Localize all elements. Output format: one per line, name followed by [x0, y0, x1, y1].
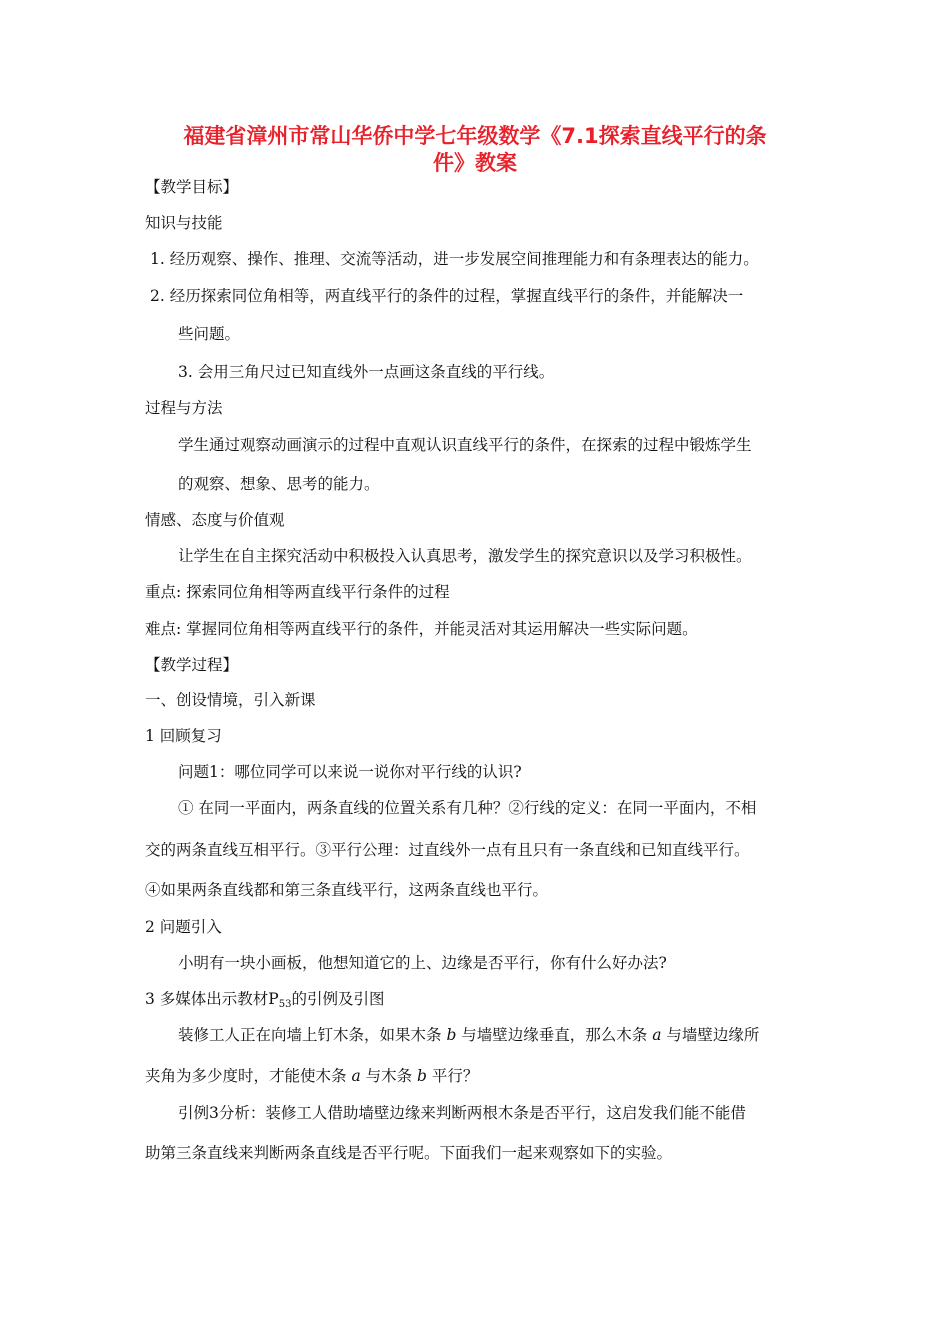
process-method-text: 学生通过观察动画演示的过程中直观认识直线平行的条件，在探索的过程中锻炼学生	[178, 436, 752, 454]
example-line-1	[178, 1025, 759, 1045]
document-title-line-1: 福建省漳州市常山华侨中学七年级数学《7.1探索直线平行的条	[183, 124, 767, 148]
knowledge-item-2: 2. 经历探索同位角相等，两直线平行的条件的过程，掌握直线平行的条件，并能解决一	[150, 287, 744, 305]
media-heading	[145, 989, 384, 1015]
variable-a: a	[351, 1067, 361, 1085]
variable-b: b	[417, 1067, 427, 1085]
objectives-heading: 【教学目标】	[145, 178, 239, 196]
example-line-2-part-3: 平行？	[426, 1067, 479, 1085]
example-line-2-part-1: 夹角为多少度时，才能使木条	[145, 1067, 352, 1085]
example-line-2	[145, 1066, 478, 1086]
attitude-text: 让学生在自主探究活动中积极投入认真思考，激发学生的探究意识以及学习积极性。	[178, 547, 752, 565]
process-method-heading: 过程与方法	[145, 399, 223, 417]
example-line-1-part-2: 与墙壁边缘垂直，那么木条	[456, 1026, 653, 1044]
knowledge-item-3: 3. 会用三角尺过已知直线外一点画这条直线的平行线。	[178, 363, 555, 381]
media-heading-post: 的引例及引图	[291, 990, 385, 1008]
intro-heading: 2 问题引入	[145, 918, 222, 936]
answer-line-1: ① 在同一平面内，两条直线的位置关系有几种？②行线的定义：在同一平面内，不相	[178, 799, 757, 817]
document-title-line-2: 件》教案	[433, 151, 517, 175]
knowledge-item-1: 1. 经历观察、操作、推理、交流等活动，进一步发展空间推理能力和有条理表达的能力。	[150, 250, 759, 268]
analysis-line-2: 助第三条直线来判断两条直线是否平行呢。下面我们一起来观察如下的实验。	[145, 1144, 673, 1162]
teaching-process-heading: 【教学过程】	[145, 656, 239, 674]
key-point: 重点: 探索同位角相等两直线平行条件的过程	[145, 583, 450, 601]
example-line-1-part-1: 装修工人正在向墙上钉木条，如果木条	[178, 1026, 447, 1044]
intro-text: 小明有一块小画板，他想知道它的上、边缘是否平行，你有什么好办法?	[178, 954, 667, 972]
difficulty: 难点: 掌握同位角相等两直线平行的条件，并能灵活对其运用解决一些实际问题。	[145, 620, 698, 638]
part-1-heading: 一、创设情境，引入新课	[145, 691, 316, 709]
example-line-2-part-2: 与木条	[360, 1067, 418, 1085]
media-heading-pre: 3 多媒体出示教材P	[145, 990, 279, 1008]
knowledge-heading: 知识与技能	[145, 214, 223, 232]
process-method-text-cont: 的观察、想象、思考的能力。	[178, 475, 380, 493]
answer-line-2: 交的两条直线互相平行。③平行公理：过直线外一点有且只有一条直线和已知直线平行。	[145, 841, 750, 859]
media-heading-subscript: 53	[278, 999, 292, 1010]
knowledge-item-2-cont: 些问题。	[178, 325, 241, 343]
answer-line-3: ④如果两条直线都和第三条直线平行，这两条直线也平行。	[145, 881, 549, 899]
variable-a: a	[652, 1026, 662, 1044]
example-line-1-part-3: 与墙壁边缘所	[661, 1026, 760, 1044]
review-heading: 1 回顾复习	[145, 727, 222, 745]
attitude-heading: 情感、态度与价值观	[145, 511, 285, 529]
analysis-line-1: 引例3分析：装修工人借助墙壁边缘来判断两根木条是否平行，这启发我们能不能借	[178, 1104, 746, 1122]
question-1: 问题1：哪位同学可以来说一说你对平行线的认识?	[178, 763, 522, 781]
variable-b: b	[446, 1026, 457, 1044]
